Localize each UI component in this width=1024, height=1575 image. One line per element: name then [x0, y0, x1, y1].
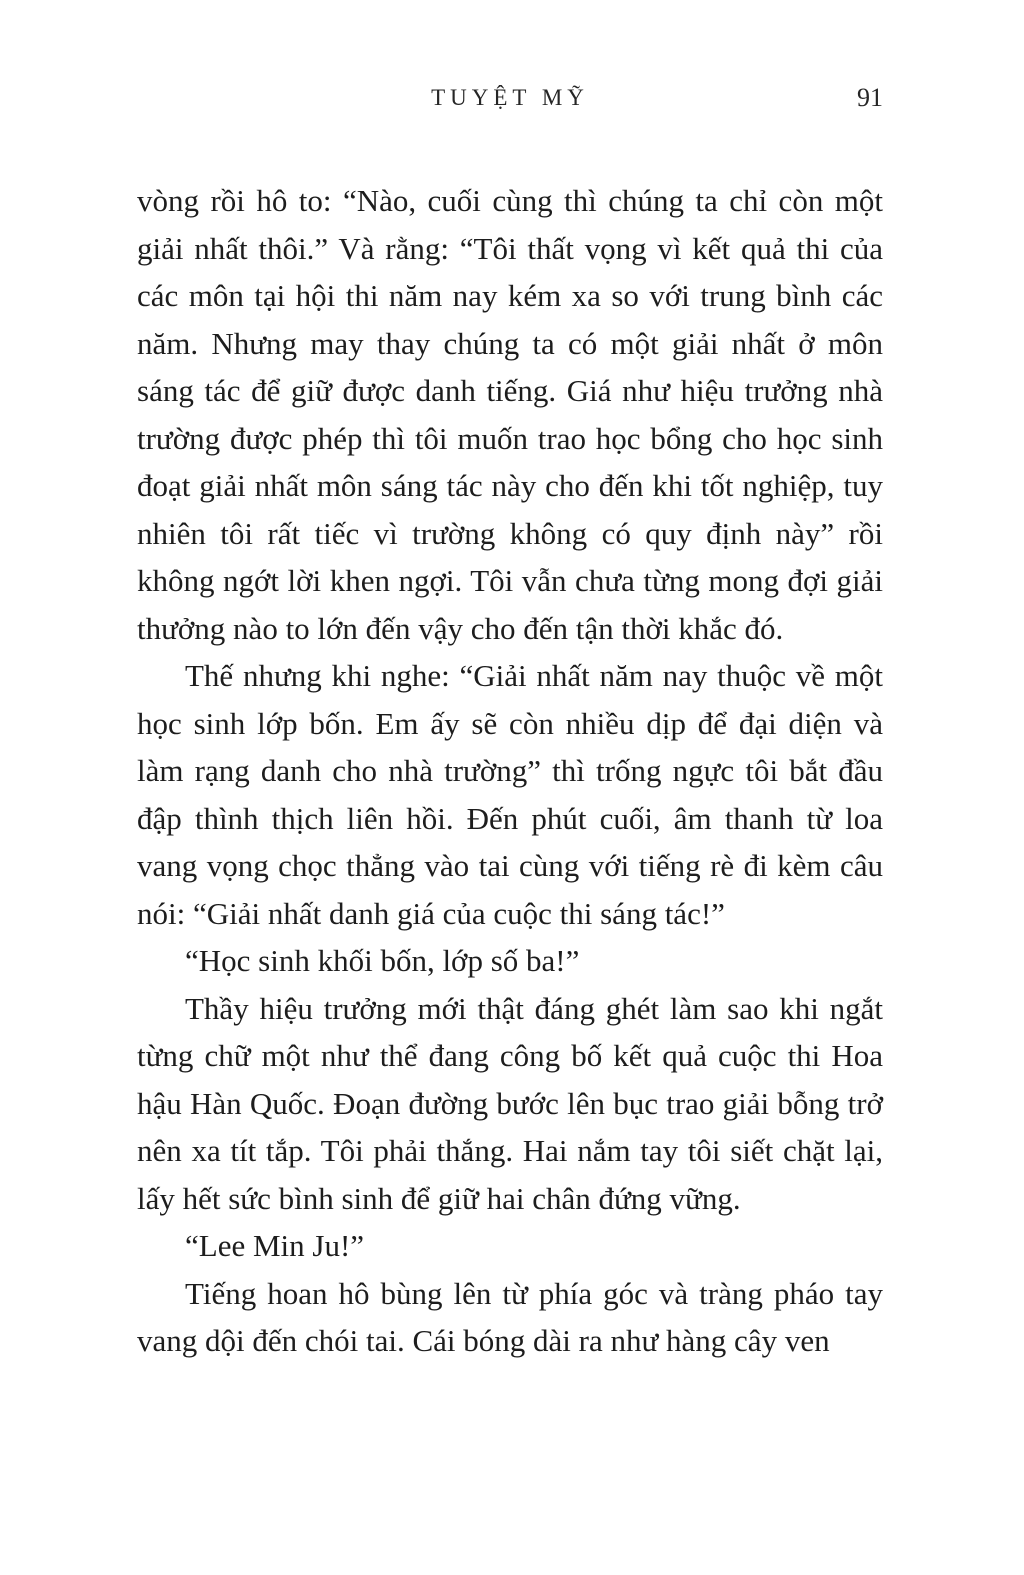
paragraph: “Học sinh khối bốn, lớp số ba!” — [185, 943, 580, 978]
paragraph: Thế nhưng khi nghe: “Giải nhất năm nay thuộc về một học sinh lớp bốn. Em ấy sẽ còn nhiều dịp để đại diện và làm rạng danh cho nhà trường” thì trống ngực tôi bắt đầu đập thình thịch liên hồi. Đến phút cuối, âm thanh từ loa vang vọng chọc thẳng vào tai cùng với tiếng rè đi kèm câu nói: “Giải nhất danh giá của cuộc thi sáng tác!” — [137, 658, 883, 931]
paragraph: Tiếng hoan hô bùng lên từ phía góc và tràng pháo tay vang dội đến chói tai. Cái bóng dài ra như hàng cây ven — [137, 1275, 883, 1358]
paragraph: vòng rồi hô to: “Nào, cuối cùng thì chúng ta chỉ còn một giải nhất thôi.” Và rằng: “Tôi thất vọng vì kết quả thi của các môn tại hội thi năm nay kém xa so với trung bình các năm. Nhưng may thay chúng ta có một giải nhất ở môn sáng tác để giữ được danh tiếng. Giá như hiệu trưởng nhà trường được phép thì tôi muốn trao học bổng cho học sinh đoạt giải nhất môn sáng tác này cho đến khi tốt nghiệp, tuy nhiên tôi rất tiếc vì trường không có quy định này” rồi không ngớt lời khen ngợi. Tôi vẫn chưa từng mong đợi giải thưởng nào to lớn đến vậy cho đến tận thời khắc đó. — [137, 183, 883, 646]
running-header — [137, 80, 883, 116]
page-number: 91 — [857, 83, 883, 112]
paragraph: Thầy hiệu trưởng mới thật đáng ghét làm sao khi ngắt từng chữ một như thể đang công bố kết quả cuộc thi Hoa hậu Hàn Quốc. Đoạn đường bước lên bục trao giải bỗng trở nên xa tít tắp. Tôi phải thắng. Hai nắm tay tôi siết chặt lại, lấy hết sức bình sinh để giữ hai chân đứng vững. — [137, 990, 883, 1216]
page-body — [137, 177, 883, 1365]
paragraph: “Lee Min Ju!” — [185, 1228, 365, 1263]
running-header-title: TUYỆT MỸ — [431, 85, 589, 110]
